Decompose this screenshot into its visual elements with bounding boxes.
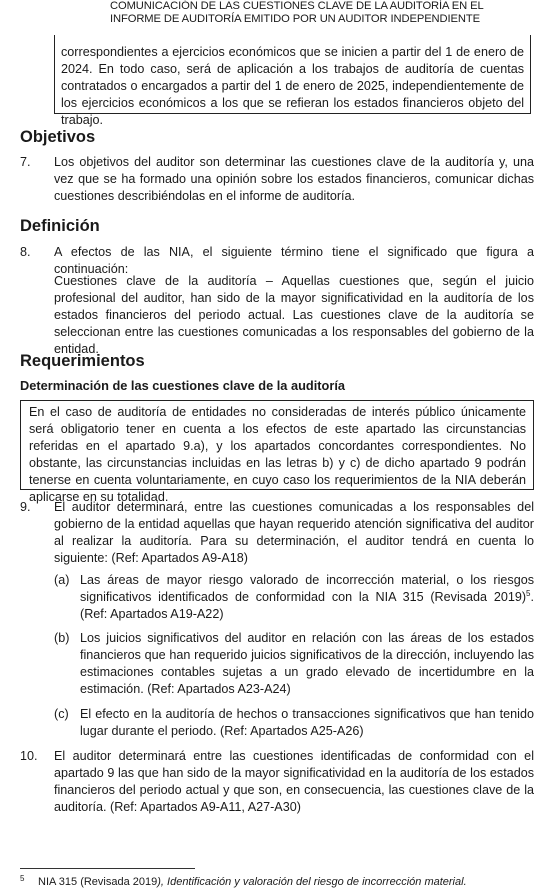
paragraph-9-number: 9. bbox=[20, 500, 31, 514]
heading-requerimientos: Requerimientos bbox=[20, 352, 145, 370]
paragraph-7-number: 7. bbox=[20, 155, 31, 169]
item-c-label: (c) bbox=[54, 707, 69, 721]
paragraph-8-number: 8. bbox=[20, 245, 31, 259]
subheading-determinacion: Determinación de las cuestiones clave de la auditoría bbox=[20, 378, 346, 393]
footnote bbox=[38, 876, 467, 889]
footnote-title: ), Identificación y valoración del riesgo de incorrección material. bbox=[157, 876, 467, 888]
header-line-2: INFORME DE AUDITORÍA EMITIDO POR UN AUDITOR INDEPENDIENTE bbox=[110, 12, 480, 25]
heading-definicion: Definición bbox=[20, 217, 100, 235]
item-a-text: Las áreas de mayor riesgo valorado de incorrección material, o los riesgos significativos identificados de conformidad con la NIA 315 (Revisada 2019) bbox=[80, 573, 534, 604]
heading-objetivos: Objetivos bbox=[20, 128, 96, 146]
item-a-ref: . (Ref: Apartados A19-A22) bbox=[80, 590, 534, 621]
running-header bbox=[110, 0, 484, 26]
footnote-text: NIA 315 (Revisada 2019 bbox=[38, 876, 158, 888]
footnote-reference[interactable]: 5 bbox=[526, 588, 531, 598]
paragraph-8: A efectos de las NIA, el siguiente término tiene el significado que figura a continuación: bbox=[54, 245, 534, 276]
term-definition: Cuestiones clave de la auditoría – Aquellas cuestiones que, según el juicio profesional del auditor, han sido de la mayor significatividad en la auditoría de los estados financieros del periodo actual. Las cuestiones clave de la auditoría se seleccionan entre las cuestiones comunicadas a los responsables del gobierno de la entidad. bbox=[54, 274, 534, 356]
note-box: En el caso de auditoría de entidades no consideradas de interés público únicamente será obligatorio tener en cuenta a los efectos de este apartado las circunstancias referidas en el apartado 9.a), y los apartados concordantes correspondientes. No obstante, las circunstancias incluidas en las letras b) y c) de dicho apartado 9 podrán tenerse en cuenta voluntariamente, en cuyo caso los requerimientos de la NIA deberán aplicarse en su totalidad. bbox=[20, 400, 534, 490]
item-a-label: (a) bbox=[54, 573, 70, 587]
intro-box: correspondientes a ejercicios económicos que se inicien a partir del 1 de enero de 2024. En todo caso, será de aplicación a los trabajos de auditoría de cuentas contratados o encargados a partir del 1 de enero de 2025, independientemente de los ejercicios económicos a los que se refieran los estados financieros objeto del trabajo. bbox=[54, 35, 531, 114]
item-b: Los juicios significativos del auditor en relación con las áreas de los estados financieros que han requerido juicios significativos de la dirección, incluyendo las estimaciones contables sujetas a un grado elevado de incertidumbre en la estimación. (Ref: Apartados A23-A24) bbox=[80, 631, 534, 696]
paragraph-9: El auditor determinará, entre las cuestiones comunicadas a los responsables del gobierno de la entidad aquellas que hayan requerido atención significativa del auditor al realizar la auditoría. Para su determinación, el auditor tendrá en cuenta lo siguiente: (Ref: Apartados A9-A18) bbox=[54, 500, 534, 565]
item-b-label: (b) bbox=[54, 631, 70, 645]
paragraph-10-number: 10. bbox=[20, 749, 38, 763]
footnote-mark: 5 bbox=[20, 874, 25, 883]
paragraph-10: El auditor determinará entre las cuestiones identificadas de conformidad con el apartado 9 las que han sido de la mayor significatividad en la auditoría de los estados financieros del periodo actual y que son, en consecuencia, las cuestiones clave de la auditoría. (Ref: Apartados A9-A11, A27-A30) bbox=[54, 749, 534, 814]
footnote-divider bbox=[20, 868, 195, 869]
item-a bbox=[80, 572, 534, 623]
paragraph-7: Los objetivos del auditor son determinar las cuestiones clave de la auditoría y, una vez que se ha formado una opinión sobre los estados financieros, comunicar dichas cuestiones describiéndolas en el informe de auditoría. bbox=[54, 155, 534, 203]
item-c: El efecto en la auditoría de hechos o transacciones significativos que han tenido lugar durante el periodo. (Ref: Apartados A25-A26) bbox=[80, 707, 534, 738]
header-line-1: COMUNICACIÓN DE LAS CUESTIONES CLAVE DE LA AUDITORÍA EN EL bbox=[110, 0, 484, 12]
